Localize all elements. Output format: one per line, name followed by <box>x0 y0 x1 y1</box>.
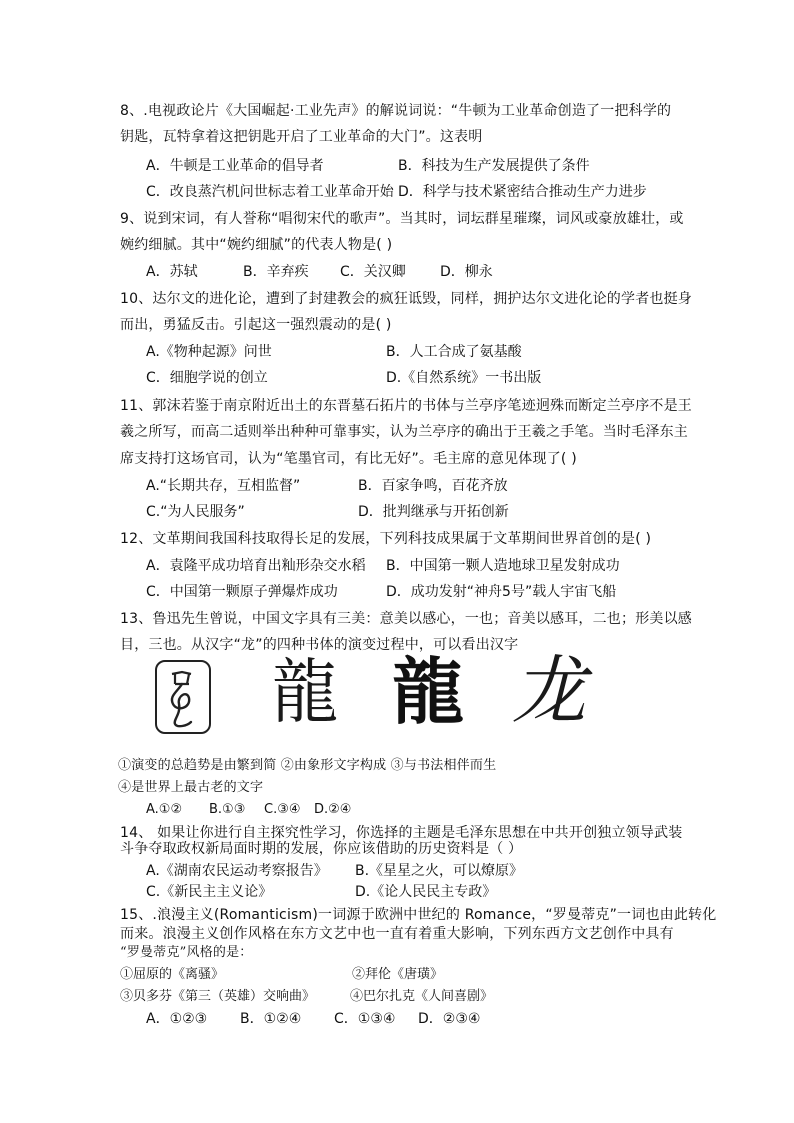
q8-option-b: B．科技为生产发展提供了条件 <box>398 158 590 174</box>
q9-option-c: C．关汉卿 <box>340 264 406 280</box>
traditional-dragon-glyph: 龍 <box>392 649 465 734</box>
q10-stem-line1: 10、达尔文的进化论，遭到了封建教会的疯狂诋毁，同样，拥护达尔文进化论的学者也挺身 <box>120 291 693 307</box>
q11-stem-line2: 羲之所写，而高二适则举出种种可靠事实，认为兰亭序的确出于王羲之手笔。当时毛泽东主 <box>120 424 688 440</box>
q15-stem-line3: “罗曼蒂克”风格的是： <box>120 945 253 960</box>
q12-stem-line1: 12、文革期间我国科技取得长足的发展，下列科技成果属于文革期间世界首创的是( ) <box>120 531 652 547</box>
q9-option-a: A．苏轼 <box>146 264 198 280</box>
q14-option-b: B.《星星之火，可以燎原》 <box>355 863 524 879</box>
q15-option-a: A．①②③ <box>146 1011 208 1027</box>
q15-item-4: ④巴尔扎克《人间喜剧》 <box>350 989 494 1004</box>
q13-option-c: C.③④ <box>264 802 301 817</box>
q11-option-b: B．百家争鸣，百花齐放 <box>358 478 508 494</box>
q9-stem-line1: 9、说到宋词，有人誉称“唱彻宋代的歌声”。当其时，词坛群星璀璨，词风或豪放雄壮，或 <box>120 211 684 227</box>
seal-script-dragon-glyph: 龍 <box>271 651 337 733</box>
q15-stem-line1: 15、.浪漫主义(Romanticism)一词源于欧洲中世纪的 Romance，“罗曼蒂克”一词也由此转化 <box>120 907 717 923</box>
q12-option-d: D．成功发射“神舟5号”载人宇宙飞船 <box>386 584 617 600</box>
q11-option-a: A.“长期共存，互相监督” <box>146 478 301 494</box>
q12-option-a: A．袁隆平成功培育出籼形杂交水稻 <box>146 558 366 574</box>
q13-option-b: B.①③ <box>209 802 246 817</box>
q15-option-c: C．①③④ <box>334 1011 396 1027</box>
q14-option-c: C.《新民主主义论》 <box>146 884 273 900</box>
q10-stem-line2: 而出，勇猛反击。引起这一强烈震动的是( ) <box>120 317 392 333</box>
q15-item-1: ①屈原的《离骚》 <box>120 967 225 982</box>
q9-stem-line2: 婉约细腻。其中“婉约细腻”的代表人物是( ) <box>120 237 393 253</box>
q10-option-b: B．人工合成了氨基酸 <box>386 344 522 360</box>
q11-option-c: C.“为人民服务” <box>146 504 245 520</box>
q14-option-d: D.《论人民民主专政》 <box>355 884 497 900</box>
q8-stem-line1: 8、.电视政论片《大国崛起·工业先声》的解说词说：“牛顿为工业革命创造了一把科学的 <box>120 103 672 119</box>
q15-item-2: ②拜伦《唐璜》 <box>352 967 444 982</box>
q8-stem-line2: 钥匙，瓦特拿着这把钥匙开启了工业革命的大门”。这表明 <box>120 129 483 145</box>
q9-option-b: B．辛弃疾 <box>243 264 309 280</box>
q13-statements-line2: ④是世界上最古老的文字 <box>118 780 264 795</box>
q15-stem-line2: 而来。浪漫主义创作风格在东方文艺中也一直有着重大影响，下列东西方文艺创作中具有 <box>120 926 674 942</box>
q11-stem-line3: 席支持打这场官司，认为“笔墨官司，有比无好”。毛主席的意见体现了( ) <box>120 451 577 467</box>
q15-option-b: B．①②④ <box>240 1011 302 1027</box>
simplified-dragon-glyph: 龙 <box>512 648 586 734</box>
q13-stem-line2: 目，三也。从汉字“龙”的四种书体的演变过程中，可以看出汉字 <box>120 637 519 653</box>
q15-option-d: D．②③④ <box>418 1011 481 1027</box>
q9-option-d: D．柳永 <box>440 264 493 280</box>
q12-option-c: C．中国第一颗原子弹爆炸成功 <box>146 584 338 600</box>
q10-option-d: D.《自然系统》一书出版 <box>386 370 542 386</box>
q10-option-c: C．细胞学说的创立 <box>146 370 268 386</box>
q14-option-a: A.《湖南农民运动考察报告》 <box>146 863 328 879</box>
q13-option-a: A.①② <box>146 802 183 817</box>
q13-stem-line1: 13、鲁迅先生曾说，中国文字具有三美：意美以感心，一也；音美以感耳，二也；形美以感 <box>120 611 693 627</box>
q14-stem-line1: 14、 如果让你进行自主探究性学习，你选择的主题是毛泽东思想在中共开创独立领导武装 <box>120 825 683 841</box>
q8-option-d: D．科学与技术紧密结合推动生产力进步 <box>398 184 647 200</box>
q8-option-c: C．改良蒸汽机问世标志着工业革命开始 <box>146 184 394 200</box>
q8-option-a: A．牛顿是工业革命的倡导者 <box>146 158 324 174</box>
q11-option-d: D．批判继承与开拓创新 <box>358 504 509 520</box>
q12-option-b: B．中国第一颗人造地球卫星发射成功 <box>386 558 620 574</box>
oracle-bone-dragon-glyph <box>155 660 211 734</box>
q13-option-d: D.②④ <box>314 802 352 817</box>
q13-statements-line1: ①演变的总趋势是由繁到简 ②由象形文字构成 ③与书法相伴而生 <box>118 758 497 773</box>
q14-stem-line2: 斗争夺取政权新局面时期的发展，你应该借助的历史资料是（ ） <box>120 841 523 857</box>
q11-stem-line1: 11、郭沫若鉴于南京附近出土的东晋墓石拓片的书体与兰亭序笔迹迥殊而断定兰亭序不是王 <box>120 398 693 414</box>
q15-item-3: ③贝多芬《第三（英雄）交响曲》 <box>120 989 316 1004</box>
q10-option-a: A.《物种起源》问世 <box>146 344 272 360</box>
